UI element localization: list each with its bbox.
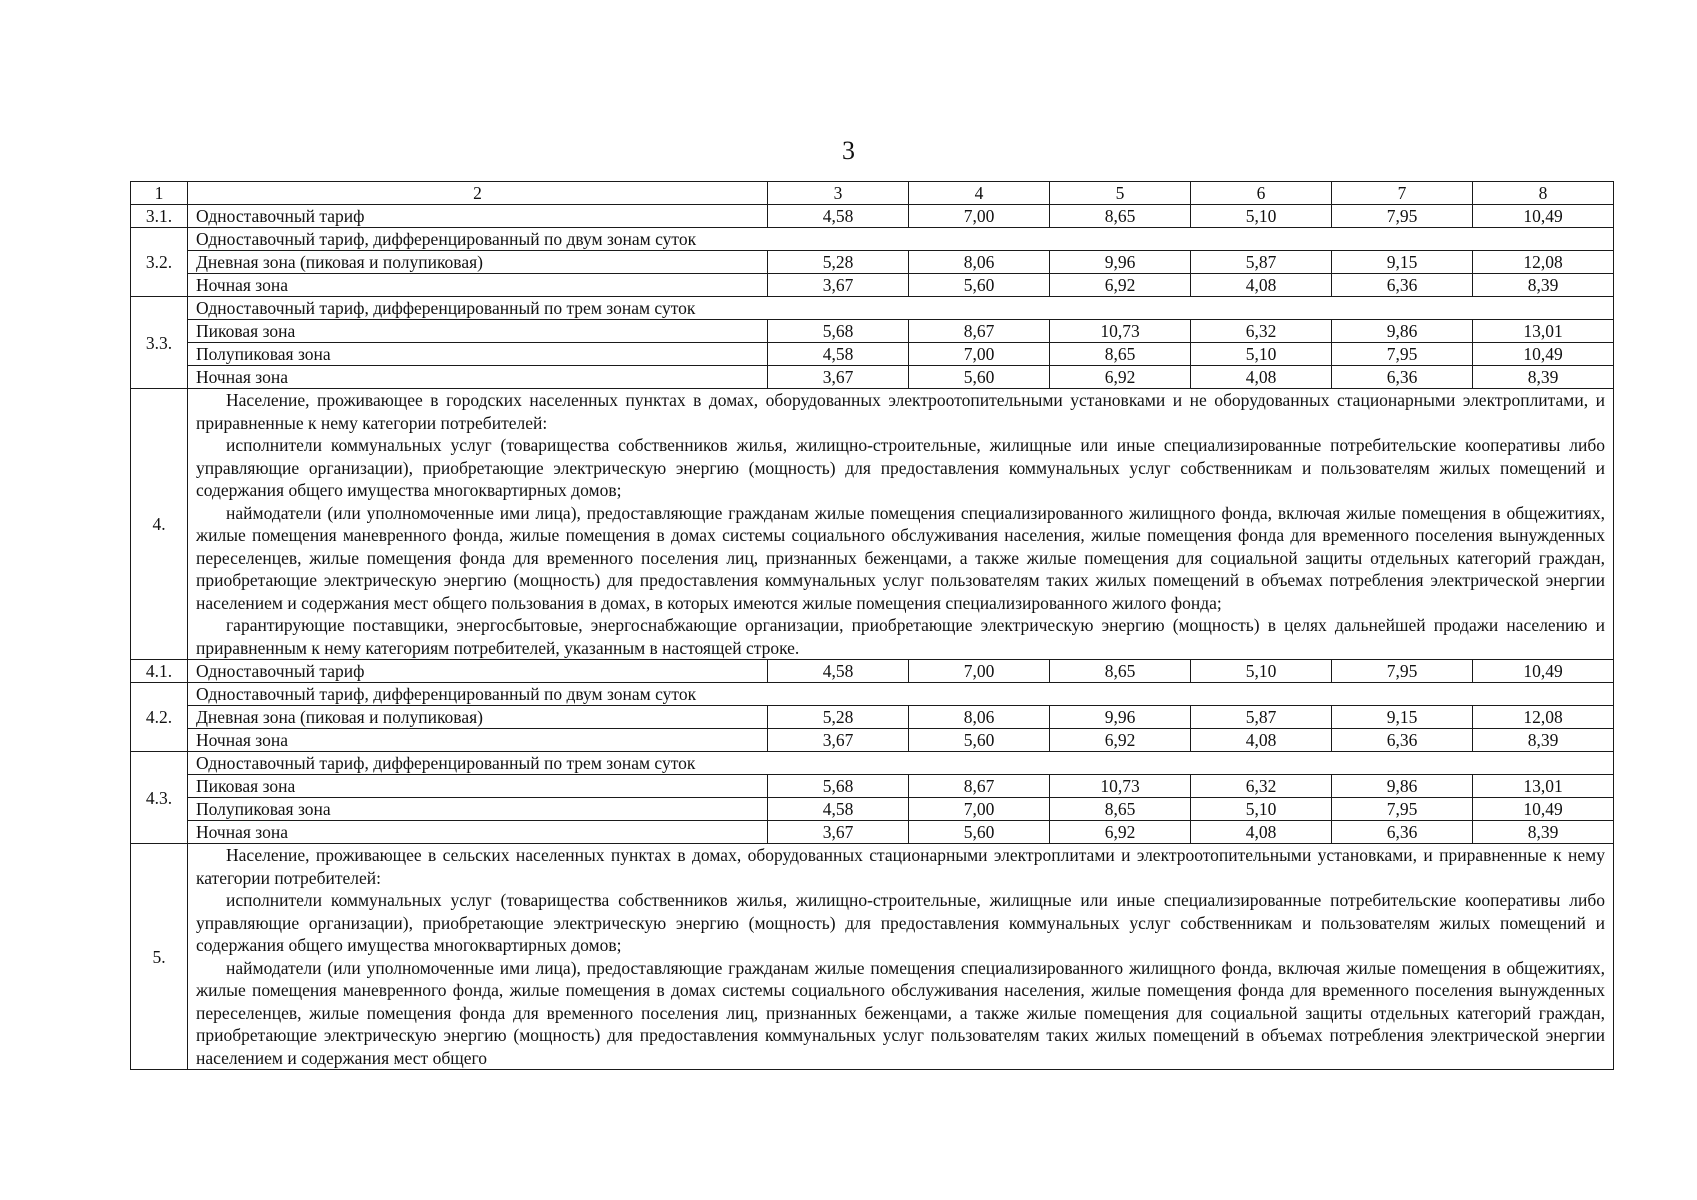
value-cell: 9,15 xyxy=(1332,251,1473,274)
value-cell: 4,08 xyxy=(1191,366,1332,389)
value-cell: 6,36 xyxy=(1332,274,1473,297)
value-cell: 9,86 xyxy=(1332,320,1473,343)
table-row xyxy=(131,320,1614,343)
value-cell: 6,36 xyxy=(1332,366,1473,389)
value-cell: 5,68 xyxy=(768,320,909,343)
value-cell: 9,96 xyxy=(1050,706,1191,729)
page-number: 3 xyxy=(842,136,855,165)
value-cell: 10,73 xyxy=(1050,775,1191,798)
value-cell: 5,10 xyxy=(1191,343,1332,366)
value-cell: 7,00 xyxy=(909,798,1050,821)
row-label: Ночная зона xyxy=(188,729,768,752)
row-number: 4.1. xyxy=(131,660,188,683)
value-cell: 5,87 xyxy=(1191,706,1332,729)
row-number: 4.2. xyxy=(131,683,188,752)
description-paragraph: Население, проживающее в сельских населенных пунктах в домах, оборудованных стационарными электроплитами и электроотопительными установками, и приравненные к нему категории потребителей: xyxy=(196,845,1605,888)
table-row xyxy=(131,821,1614,844)
value-cell: 5,60 xyxy=(909,821,1050,844)
row-number: 5. xyxy=(131,844,188,1070)
description-paragraph: гарантирующие поставщики, энергосбытовые, энергоснабжающие организации, приобретающие электрическую энергию (мощность) в целях дальнейшей продажи населению и приравненным к нему категориям потребителей, указанным в настоящей строке. xyxy=(196,615,1605,658)
header-cell: 4 xyxy=(909,182,1050,205)
header-cell: 7 xyxy=(1332,182,1473,205)
table-row xyxy=(131,343,1614,366)
value-cell: 3,67 xyxy=(768,729,909,752)
value-cell: 10,49 xyxy=(1473,660,1614,683)
value-cell: 10,49 xyxy=(1473,343,1614,366)
value-cell: 3,67 xyxy=(768,366,909,389)
value-cell: 9,96 xyxy=(1050,251,1191,274)
header-cell: 5 xyxy=(1050,182,1191,205)
value-cell: 4,08 xyxy=(1191,274,1332,297)
value-cell: 8,39 xyxy=(1473,821,1614,844)
value-cell: 3,67 xyxy=(768,821,909,844)
table-row xyxy=(131,729,1614,752)
value-cell: 6,92 xyxy=(1050,274,1191,297)
table-row xyxy=(131,297,1614,320)
value-cell: 8,65 xyxy=(1050,660,1191,683)
value-cell: 5,10 xyxy=(1191,660,1332,683)
value-cell: 4,58 xyxy=(768,205,909,228)
row-label: Пиковая зона xyxy=(188,320,768,343)
group-title: Одноставочный тариф, дифференцированный по трем зонам суток xyxy=(188,752,1614,775)
category-description xyxy=(188,844,1614,1070)
value-cell: 7,95 xyxy=(1332,660,1473,683)
value-cell: 12,08 xyxy=(1473,251,1614,274)
table-row xyxy=(131,775,1614,798)
row-label: Дневная зона (пиковая и полупиковая) xyxy=(188,251,768,274)
table-row xyxy=(131,798,1614,821)
table-row xyxy=(131,660,1614,683)
row-label: Полупиковая зона xyxy=(188,798,768,821)
value-cell: 8,67 xyxy=(909,775,1050,798)
value-cell: 6,36 xyxy=(1332,821,1473,844)
row-label: Ночная зона xyxy=(188,366,768,389)
table-row xyxy=(131,706,1614,729)
value-cell: 7,00 xyxy=(909,205,1050,228)
value-cell: 4,08 xyxy=(1191,729,1332,752)
value-cell: 7,95 xyxy=(1332,205,1473,228)
table-row xyxy=(131,205,1614,228)
value-cell: 8,06 xyxy=(909,251,1050,274)
value-cell: 4,58 xyxy=(768,660,909,683)
value-cell: 6,32 xyxy=(1191,320,1332,343)
row-number: 3.1. xyxy=(131,205,188,228)
value-cell: 5,60 xyxy=(909,366,1050,389)
header-cell: 2 xyxy=(188,182,768,205)
row-number: 4.3. xyxy=(131,752,188,844)
value-cell: 8,65 xyxy=(1050,205,1191,228)
header-cell: 8 xyxy=(1473,182,1614,205)
group-title: Одноставочный тариф, дифференцированный по трем зонам суток xyxy=(188,297,1614,320)
table-row xyxy=(131,389,1614,660)
value-cell: 4,58 xyxy=(768,343,909,366)
row-label: Ночная зона xyxy=(188,821,768,844)
table-row xyxy=(131,274,1614,297)
value-cell: 8,39 xyxy=(1473,729,1614,752)
value-cell: 9,15 xyxy=(1332,706,1473,729)
row-label: Пиковая зона xyxy=(188,775,768,798)
value-cell: 5,87 xyxy=(1191,251,1332,274)
value-cell: 5,10 xyxy=(1191,798,1332,821)
value-cell: 7,00 xyxy=(909,343,1050,366)
table-row xyxy=(131,683,1614,706)
row-label: Полупиковая зона xyxy=(188,343,768,366)
row-number: 3.3. xyxy=(131,297,188,389)
table-header-row xyxy=(131,182,1614,205)
value-cell: 8,39 xyxy=(1473,274,1614,297)
description-paragraph: исполнители коммунальных услуг (товарищества собственников жилья, жилищно-строительные, жилищные или иные специализированные потребительские кооперативы либо управляющие организации), приобретающие электрическую энергию (мощность) для предоставления коммунальных услуг собственникам и пользователям жилых помещений и содержания общего имущества многоквартирных домов; xyxy=(196,435,1605,500)
value-cell: 6,92 xyxy=(1050,366,1191,389)
table-row xyxy=(131,366,1614,389)
group-title: Одноставочный тариф, дифференцированный по двум зонам суток xyxy=(188,683,1614,706)
header-cell: 3 xyxy=(768,182,909,205)
value-cell: 8,65 xyxy=(1050,798,1191,821)
row-number: 3.2. xyxy=(131,228,188,297)
row-label: Одноставочный тариф xyxy=(188,660,768,683)
table-row xyxy=(131,752,1614,775)
table-row xyxy=(131,844,1614,1070)
value-cell: 5,28 xyxy=(768,251,909,274)
value-cell: 7,95 xyxy=(1332,798,1473,821)
value-cell: 5,68 xyxy=(768,775,909,798)
group-title: Одноставочный тариф, дифференцированный по двум зонам суток xyxy=(188,228,1614,251)
description-paragraph: Население, проживающее в городских населенных пунктах в домах, оборудованных электроотопительными установками и не оборудованных стационарными электроплитами, и приравненные к нему категории потребителей: xyxy=(196,390,1605,433)
value-cell: 5,60 xyxy=(909,274,1050,297)
row-number: 4. xyxy=(131,389,188,660)
value-cell: 8,65 xyxy=(1050,343,1191,366)
value-cell: 12,08 xyxy=(1473,706,1614,729)
value-cell: 10,49 xyxy=(1473,205,1614,228)
value-cell: 6,32 xyxy=(1191,775,1332,798)
value-cell: 8,06 xyxy=(909,706,1050,729)
value-cell: 7,00 xyxy=(909,660,1050,683)
value-cell: 10,73 xyxy=(1050,320,1191,343)
value-cell: 5,10 xyxy=(1191,205,1332,228)
description-paragraph: наймодатели (или уполномоченные ими лица), предоставляющие гражданам жилые помещения специализированного жилищного фонда, включая жилые помещения в общежитиях, жилые помещения маневренного фонда, жилые помещения в домах системы социального обслуживания населения, жилые помещения фонда для временного поселения вынужденных переселенцев, жилые помещения фонда для временного поселения лиц, признанных беженцами, а также жилые помещения для социальной защиты отдельных категорий граждан, приобретающие электрическую энергию (мощность) для предоставления коммунальных услуг пользователям таких жилых помещений в объемах потребления электрической энергии населением и содержания мест общего пользования в домах, в которых имеются жилые помещения специализированного жилого фонда; xyxy=(196,502,1605,613)
row-label: Дневная зона (пиковая и полупиковая) xyxy=(188,706,768,729)
value-cell: 3,67 xyxy=(768,274,909,297)
value-cell: 6,36 xyxy=(1332,729,1473,752)
description-paragraph: исполнители коммунальных услуг (товарищества собственников жилья, жилищно-строительные, жилищные или иные специализированные потребительские кооперативы либо управляющие организации), приобретающие электрическую энергию (мощность) для предоставления коммунальных услуг собственникам и пользователям жилых помещений и содержания общего имущества многоквартирных домов; xyxy=(196,890,1605,955)
value-cell: 6,92 xyxy=(1050,729,1191,752)
value-cell: 6,92 xyxy=(1050,821,1191,844)
value-cell: 5,60 xyxy=(909,729,1050,752)
value-cell: 4,58 xyxy=(768,798,909,821)
value-cell: 4,08 xyxy=(1191,821,1332,844)
value-cell: 7,95 xyxy=(1332,343,1473,366)
row-label: Одноставочный тариф xyxy=(188,205,768,228)
value-cell: 13,01 xyxy=(1473,320,1614,343)
value-cell: 10,49 xyxy=(1473,798,1614,821)
category-description xyxy=(188,389,1614,660)
value-cell: 8,67 xyxy=(909,320,1050,343)
header-cell: 1 xyxy=(131,182,188,205)
table-row xyxy=(131,228,1614,251)
description-paragraph: наймодатели (или уполномоченные ими лица), предоставляющие гражданам жилые помещения специализированного жилищного фонда, включая жилые помещения в общежитиях, жилые помещения маневренного фонда, жилые помещения в домах системы социального обслуживания населения, жилые помещения фонда для временного поселения вынужденных переселенцев, жилые помещения фонда для временного поселения лиц, признанных беженцами, а также жилые помещения для социальной защиты отдельных категорий граждан, приобретающие электрическую энергию (мощность) для предоставления коммунальных услуг пользователям таких жилых помещений в объемах потребления электрической энергии населением и содержания мест общего xyxy=(196,957,1605,1068)
table-row xyxy=(131,251,1614,274)
value-cell: 13,01 xyxy=(1473,775,1614,798)
tariff-table xyxy=(130,181,1614,1070)
row-label: Ночная зона xyxy=(188,274,768,297)
value-cell: 8,39 xyxy=(1473,366,1614,389)
header-cell: 6 xyxy=(1191,182,1332,205)
value-cell: 9,86 xyxy=(1332,775,1473,798)
value-cell: 5,28 xyxy=(768,706,909,729)
